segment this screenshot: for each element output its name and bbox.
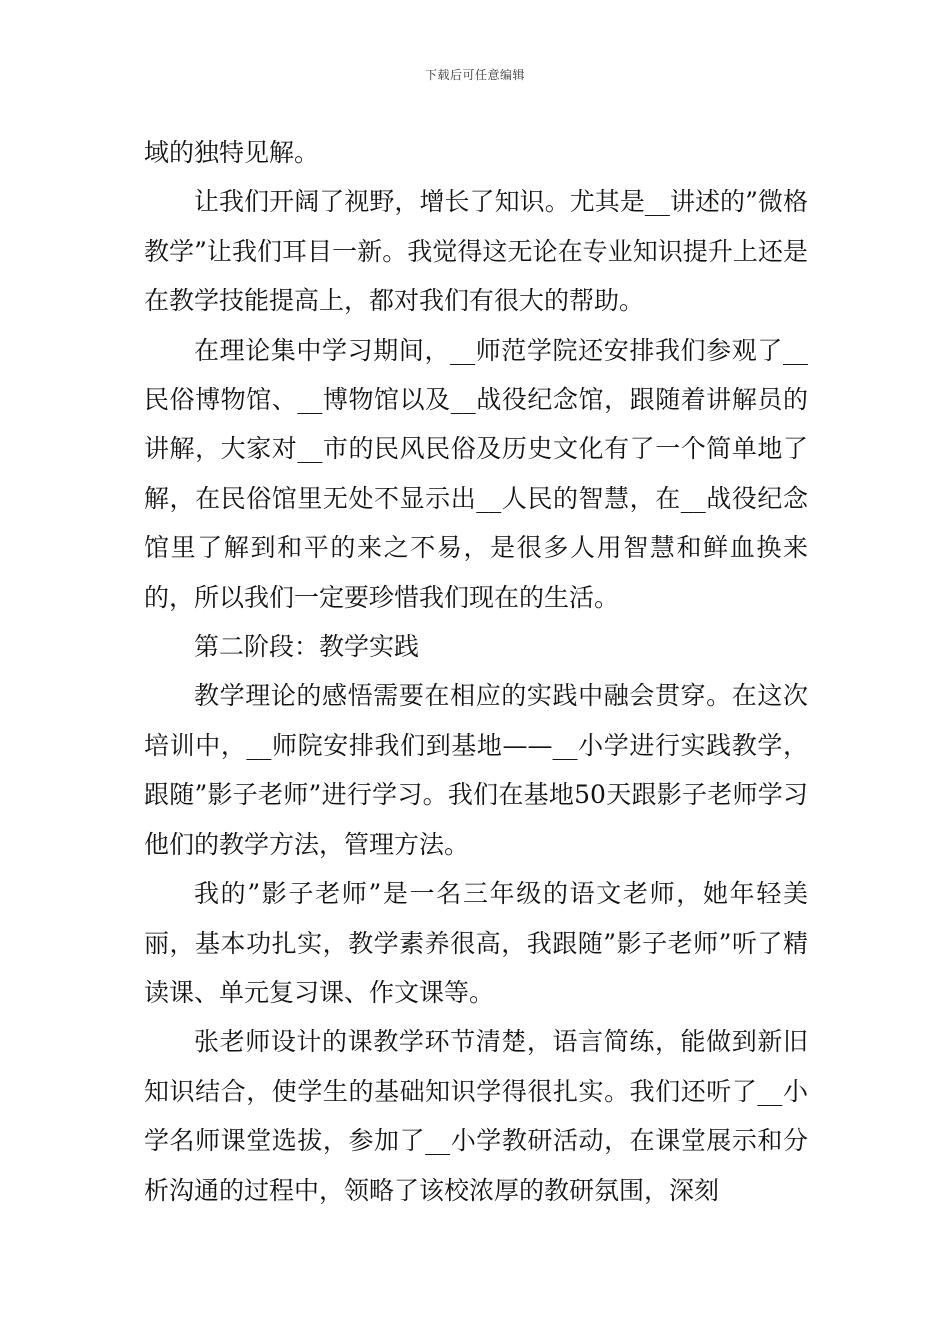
paragraph: 我的”影子老师”是一名三年级的语文老师，她年轻美丽，基本功扎实，教学素养很高，我跟随”影子老师”听了精读课、单元复习课、作文课等。 xyxy=(144,879,808,1007)
document-body xyxy=(144,128,808,1215)
page-header: 下载后可任意编辑 xyxy=(424,68,525,82)
paragraph: 教学理论的感悟需要在相应的实践中融会贯穿。在这次培训中，__师院安排我们到基地——__小学进行实践教学，跟随”影子老师”进行学习。我们在基地50天跟影子老师学习他们的教学方法，管理方法。 xyxy=(144,681,808,859)
paragraph: 让我们开阔了视野，增长了知识。尤其是__讲述的”微格教学”让我们耳目一新。我觉得这无论在专业知识提升上还是在教学技能提高上，都对我们有很大的帮助。 xyxy=(144,187,808,316)
section-heading: 第二阶段：教学实践 xyxy=(194,632,420,662)
paragraph: 张老师设计的课教学环节清楚，语言简练，能做到新旧知识结合，使学生的基础知识学得很扎实。我们还听了__小学名师课堂选拔，参加了__小学教研活动，在课堂展示和分析沟通的过程中，领略了该校浓厚的教研氛围，深刻 xyxy=(144,1027,808,1205)
paragraph: 在理论集中学习期间，__师范学院还安排我们参观了__民俗博物馆、__博物馆以及__战役纪念馆，跟随着讲解员的讲解，大家对__市的民风民俗及历史文化有了一个简单地了解，在民俗馆里无处不显示出__人民的智慧，在__战役纪念馆里了解到和平的来之不易，是很多人用智慧和鲜血换来的，所以我们一定要珍惜我们现在的生活。 xyxy=(144,335,808,612)
paragraph-continuation: 域的独特见解。 xyxy=(144,138,320,167)
